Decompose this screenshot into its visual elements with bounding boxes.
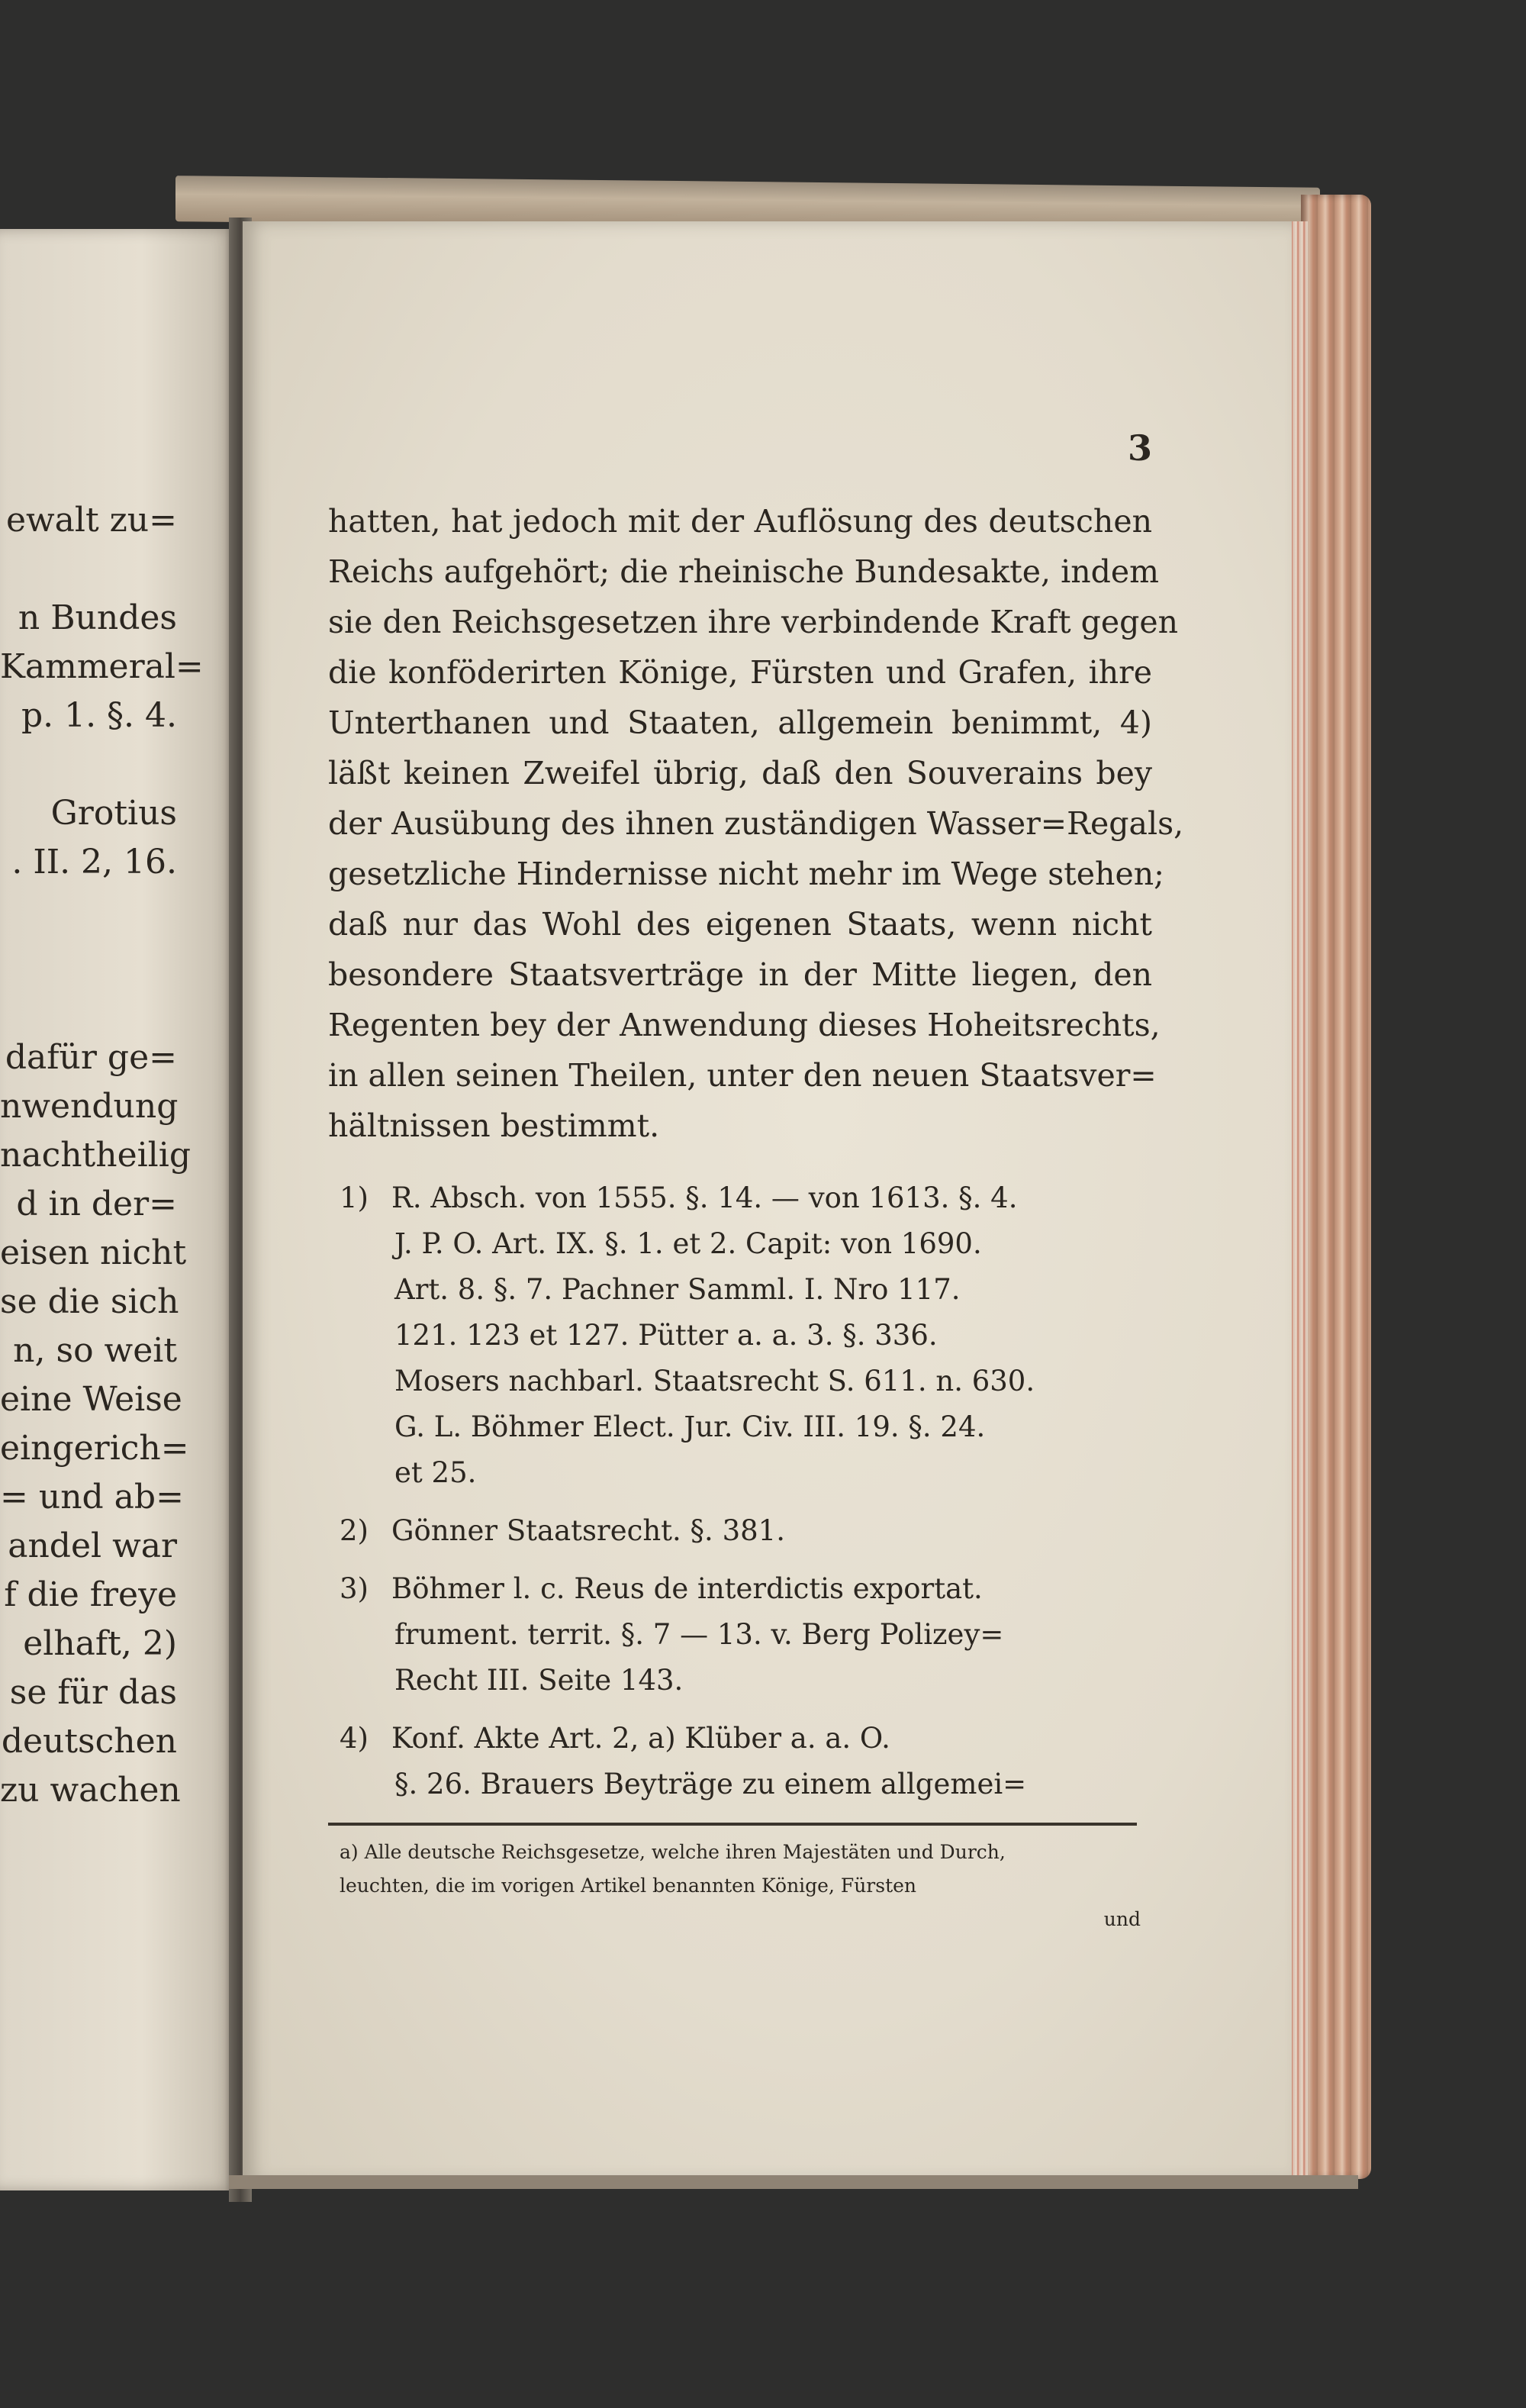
footnote-line: G. L. Böhmer Elect. Jur. Civ. III. 19. §. 24. — [394, 1410, 986, 1443]
footnote-marker: 4) — [340, 1722, 369, 1755]
left-line: andel war — [8, 1526, 177, 1565]
left-line: n, so weit — [13, 1331, 177, 1370]
left-line-gap — [0, 936, 177, 985]
left-line: elhaft, 2) — [23, 1624, 177, 1663]
left-line-gap — [0, 740, 177, 789]
left-line-gap — [0, 545, 177, 594]
footnote-text: Böhmer l. c. Reus de interdictis exportat. — [391, 1572, 983, 1605]
footnotes — [340, 1175, 1156, 1820]
left-line: eisen nicht — [0, 1233, 187, 1272]
footnote-line: Art. 8. §. 7. Pachner Samml. I. Nro 117. — [394, 1273, 961, 1306]
page-number: 3 — [1128, 427, 1153, 469]
left-line: Grotius — [50, 794, 177, 833]
body-line: besondere Staatsverträge in der Mitte liegen, den — [328, 956, 1152, 993]
footnote-2 — [340, 1508, 1156, 1554]
left-line: zu wachen — [0, 1771, 181, 1810]
footnote-marker: 1) — [340, 1181, 369, 1214]
footnote-line — [340, 1508, 1156, 1554]
footnote-line: frument. territ. §. 7 — 13. v. Berg Polizey= — [394, 1618, 1004, 1651]
left-line: dafür ge= — [5, 1038, 177, 1077]
left-line-gap — [0, 985, 177, 1033]
footnote-line: §. 26. Brauers Beyträge zu einem allgemei= — [394, 1768, 1027, 1800]
left-line: = und ab= — [0, 1478, 184, 1517]
left-line: se für das — [9, 1673, 177, 1712]
left-line: eingerich= — [0, 1429, 189, 1468]
catchword: und — [1103, 1908, 1141, 1930]
body-line: Regenten bey der Anwendung dieses Hoheitsrechts, — [328, 1007, 1161, 1043]
left-line-gap — [0, 887, 177, 936]
footnote-4 — [340, 1716, 1156, 1807]
footnote-text: Gönner Staatsrecht. §. 381. — [391, 1514, 785, 1547]
left-line: nachtheilig — [0, 1136, 191, 1175]
footnote-line — [340, 1716, 1156, 1762]
subnote-line: a) Alle deutsche Reichsgesetze, welche ihren Majestäten und Durch, — [340, 1841, 1006, 1863]
body-line: der Ausübung des ihnen zuständigen Wasser=Regals, — [328, 805, 1184, 842]
left-page-text — [0, 496, 204, 1815]
body-line: Reichs aufgehört; die rheinische Bundesakte, indem — [328, 553, 1159, 590]
body-line: Unterthanen und Staaten, allgemein benimmt, 4) — [328, 704, 1152, 741]
left-line: f die freye — [4, 1575, 177, 1614]
subnote — [340, 1836, 1141, 1936]
subnote-line: leuchten, die im vorigen Artikel benannten Könige, Fürsten — [340, 1875, 917, 1897]
footnote-line: Mosers nachbarl. Staatsrecht S. 611. n. 630. — [394, 1365, 1035, 1397]
body-line: in allen seinen Theilen, unter den neuen Staatsver= — [328, 1057, 1157, 1094]
body-line: hatten, hat jedoch mit der Auflösung des deutschen — [328, 503, 1152, 540]
body-line: daß nur das Wohl des eigenen Staats, wenn nicht — [328, 906, 1152, 943]
footnote-marker: 3) — [340, 1572, 369, 1605]
footnote-1 — [340, 1175, 1156, 1496]
left-line: nwendung — [0, 1087, 179, 1126]
footnote-line: J. P. O. Art. IX. §. 1. et 2. Capit: von 1690. — [394, 1227, 982, 1260]
left-line: se die sich — [0, 1282, 179, 1321]
footnote-text: Konf. Akte Art. 2, a) Klüber a. a. O. — [391, 1722, 890, 1755]
left-line: ewalt zu= — [5, 501, 177, 540]
footnote-line — [340, 1175, 1156, 1221]
footnote-line: 121. 123 et 127. Pütter a. a. 3. §. 336. — [394, 1319, 938, 1352]
footnote-rule — [328, 1823, 1137, 1826]
body-line: die konföderirten Könige, Fürsten und Grafen, ihre — [328, 654, 1152, 691]
footnote-text: R. Absch. von 1555. §. 14. — von 1613. §. 4. — [391, 1181, 1018, 1214]
left-line: d in der= — [16, 1185, 177, 1223]
body-line: hältnissen bestimmt. — [328, 1107, 660, 1144]
footnote-3 — [340, 1566, 1156, 1704]
footnote-line: Recht III. Seite 143. — [394, 1664, 684, 1697]
left-line: p. 1. §. 4. — [21, 696, 177, 735]
left-line: . II. 2, 16. — [11, 843, 177, 882]
main-paragraph — [328, 496, 1184, 1151]
footnote-marker: 2) — [340, 1514, 369, 1547]
left-line: deutschen — [1, 1722, 177, 1761]
left-line: Kammeral= — [0, 647, 204, 686]
footnote-line: et 25. — [394, 1456, 477, 1489]
book-cover-edge — [1301, 195, 1371, 2179]
book-bottom-edge — [229, 2175, 1358, 2189]
footnote-line — [340, 1566, 1156, 1612]
body-line: läßt keinen Zweifel übrig, daß den Souverains bey — [328, 755, 1152, 791]
left-line: n Bundes — [18, 598, 177, 637]
body-line: gesetzliche Hindernisse nicht mehr im Wege stehen; — [328, 856, 1164, 892]
left-line: eine Weise — [0, 1380, 182, 1419]
body-line: sie den Reichsgesetzen ihre verbindende Kraft gegen — [328, 604, 1179, 640]
